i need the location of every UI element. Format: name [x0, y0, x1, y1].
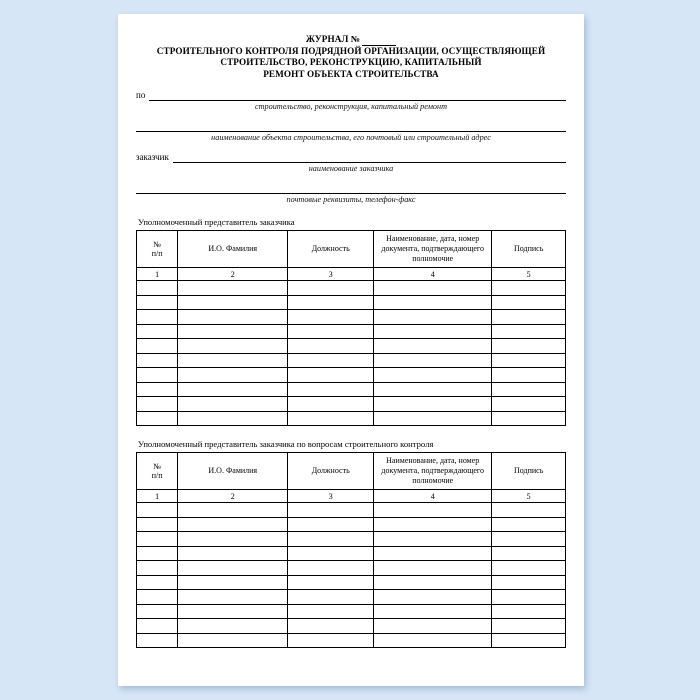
cell[interactable] — [374, 353, 492, 368]
table-2-col-position: Должность — [288, 453, 374, 490]
field-postal-details-input[interactable] — [136, 182, 566, 194]
table-1-header-row — [137, 231, 566, 268]
cell[interactable] — [374, 295, 492, 310]
title-line-1-text: ЖУРНАЛ № — [305, 34, 361, 44]
table-2-num-4: 4 — [374, 490, 492, 503]
table-1-col-number-line2: п/п — [151, 249, 163, 258]
cell[interactable] — [374, 281, 492, 296]
field-postal-details-caption: почтовые реквизиты, телефон-факс — [286, 195, 416, 204]
field-customer-label: заказчик — [136, 152, 169, 162]
table-row[interactable] — [137, 324, 566, 339]
cell[interactable] — [492, 310, 566, 325]
cell[interactable] — [492, 397, 566, 412]
table-row[interactable] — [137, 619, 566, 634]
cell[interactable] — [178, 295, 288, 310]
cell[interactable] — [492, 604, 566, 619]
table-row[interactable] — [137, 604, 566, 619]
table-2-col-number-line1: № — [153, 461, 161, 471]
cell[interactable] — [137, 411, 178, 426]
cell[interactable] — [137, 503, 178, 518]
cell[interactable] — [374, 368, 492, 383]
cell[interactable] — [288, 590, 374, 605]
cell[interactable] — [374, 324, 492, 339]
cell[interactable] — [137, 546, 178, 561]
table-row[interactable] — [137, 281, 566, 296]
table-2-num-1: 1 — [137, 490, 178, 503]
cell[interactable] — [492, 353, 566, 368]
cell[interactable] — [288, 411, 374, 426]
table-1-num-3: 3 — [288, 268, 374, 281]
table-1-col-position: Должность — [288, 231, 374, 268]
cell[interactable] — [137, 310, 178, 325]
cell[interactable] — [178, 281, 288, 296]
table-1-col-document: Наименование, дата, номер документа, подтверждающего полномочие — [374, 231, 492, 268]
cell[interactable] — [288, 633, 374, 648]
cell[interactable] — [492, 503, 566, 518]
cell[interactable] — [492, 575, 566, 590]
cell[interactable] — [374, 619, 492, 634]
table-row[interactable] — [137, 339, 566, 354]
cell[interactable] — [288, 281, 374, 296]
cell[interactable] — [374, 532, 492, 547]
table-row[interactable] — [137, 517, 566, 532]
table-2-numbering-row — [137, 490, 566, 503]
cell[interactable] — [137, 619, 178, 634]
cell[interactable] — [178, 517, 288, 532]
table-row[interactable] — [137, 368, 566, 383]
table-1-num-4: 4 — [374, 268, 492, 281]
title-line-4: РЕМОНТ ОБЪЕКТА СТРОИТЕЛЬСТВА — [263, 68, 439, 79]
cell[interactable] — [178, 368, 288, 383]
table-row[interactable] — [137, 353, 566, 368]
cell[interactable] — [492, 324, 566, 339]
cell[interactable] — [288, 561, 374, 576]
table-1-head — [137, 231, 566, 268]
table-1-col-name: И.О. Фамилия — [178, 231, 288, 268]
cell[interactable] — [178, 397, 288, 412]
field-construction-type-caption: строительство, реконструкция, капитальный ремонт — [254, 102, 447, 111]
cell[interactable] — [178, 324, 288, 339]
table-1-num-1: 1 — [137, 268, 178, 281]
table-row[interactable] — [137, 382, 566, 397]
table-1-col-signature: Подпись — [492, 231, 566, 268]
table-2-col-name: И.О. Фамилия — [178, 453, 288, 490]
cell[interactable] — [178, 604, 288, 619]
section-heading-1: Уполномоченный представитель заказчика — [138, 217, 295, 227]
table-row[interactable] — [137, 310, 566, 325]
cell[interactable] — [137, 295, 178, 310]
cell[interactable] — [288, 368, 374, 383]
table-authorized-representative-control — [136, 452, 566, 648]
table-2-col-number-line2: п/п — [151, 471, 163, 480]
section-heading-2: Уполномоченный представитель заказчика по вопросам строительного контроля — [138, 439, 434, 449]
cell[interactable] — [137, 382, 178, 397]
cell[interactable] — [178, 633, 288, 648]
field-object-name-caption: наименование объекта строительства, его почтовый или строительный адрес — [211, 133, 491, 142]
cell[interactable] — [288, 397, 374, 412]
cell[interactable] — [178, 561, 288, 576]
cell[interactable] — [374, 411, 492, 426]
cell[interactable] — [178, 382, 288, 397]
cell[interactable] — [178, 619, 288, 634]
journal-number-blank — [362, 37, 396, 46]
field-postal-details — [136, 182, 566, 204]
field-construction-type-label: по — [136, 90, 146, 100]
table-row[interactable] — [137, 532, 566, 547]
cell[interactable] — [178, 590, 288, 605]
cell[interactable] — [374, 517, 492, 532]
cell[interactable] — [137, 575, 178, 590]
cell[interactable] — [178, 546, 288, 561]
table-row[interactable] — [137, 397, 566, 412]
table-authorized-representative — [136, 230, 566, 426]
title-line-1 — [136, 34, 566, 46]
table-2-body — [137, 490, 566, 648]
table-row[interactable] — [137, 590, 566, 605]
cell[interactable] — [374, 310, 492, 325]
title-line-2: СТРОИТЕЛЬНОГО КОНТРОЛЯ ПОДРЯДНОЙ ОРГАНИЗАЦИИ, ОСУЩЕСТВЛЯЮЩЕЙ — [156, 45, 546, 56]
cell[interactable] — [137, 604, 178, 619]
cell[interactable] — [137, 517, 178, 532]
table-2-num-3: 3 — [288, 490, 374, 503]
cell[interactable] — [288, 339, 374, 354]
cell[interactable] — [137, 561, 178, 576]
cell[interactable] — [137, 590, 178, 605]
cell[interactable] — [137, 281, 178, 296]
cell[interactable] — [288, 503, 374, 518]
cell[interactable] — [178, 532, 288, 547]
cell[interactable] — [288, 353, 374, 368]
cell[interactable] — [178, 575, 288, 590]
table-row[interactable] — [137, 503, 566, 518]
cell[interactable] — [492, 339, 566, 354]
cell[interactable] — [288, 382, 374, 397]
field-object-name-input[interactable] — [136, 120, 566, 132]
table-2-header-row — [137, 453, 566, 490]
cell[interactable] — [178, 411, 288, 426]
field-construction-type — [136, 89, 566, 111]
table-2-col-number — [137, 453, 178, 490]
document-title — [136, 34, 566, 80]
table-row[interactable] — [137, 295, 566, 310]
cell[interactable] — [288, 575, 374, 590]
cell[interactable] — [137, 633, 178, 648]
table-2-col-signature: Подпись — [492, 453, 566, 490]
cell[interactable] — [374, 633, 492, 648]
cell[interactable] — [137, 532, 178, 547]
cell[interactable] — [492, 633, 566, 648]
table-row[interactable] — [137, 546, 566, 561]
cell[interactable] — [374, 590, 492, 605]
cell[interactable] — [288, 604, 374, 619]
cell[interactable] — [288, 619, 374, 634]
table-1-num-5: 5 — [492, 268, 566, 281]
cell[interactable] — [178, 310, 288, 325]
document-sheet — [136, 34, 566, 680]
table-2-num-2: 2 — [178, 490, 288, 503]
cell[interactable] — [374, 604, 492, 619]
document-page — [118, 14, 584, 686]
cell[interactable] — [288, 517, 374, 532]
field-construction-type-input[interactable] — [149, 89, 566, 101]
cell[interactable] — [137, 324, 178, 339]
cell[interactable] — [374, 503, 492, 518]
cell[interactable] — [288, 295, 374, 310]
cell[interactable] — [374, 546, 492, 561]
cell[interactable] — [178, 339, 288, 354]
cell[interactable] — [374, 575, 492, 590]
table-2-head — [137, 453, 566, 490]
cell[interactable] — [288, 310, 374, 325]
cell[interactable] — [492, 561, 566, 576]
cell[interactable] — [374, 561, 492, 576]
cell[interactable] — [288, 324, 374, 339]
cell[interactable] — [178, 353, 288, 368]
cell[interactable] — [137, 339, 178, 354]
table-2-num-5: 5 — [492, 490, 566, 503]
cell[interactable] — [492, 517, 566, 532]
field-customer — [136, 151, 566, 173]
cell[interactable] — [288, 532, 374, 547]
table-1-body — [137, 268, 566, 426]
table-1-num-2: 2 — [178, 268, 288, 281]
field-customer-caption: наименование заказчика — [308, 164, 394, 173]
cell[interactable] — [374, 339, 492, 354]
table-1-col-number-line1: № — [153, 239, 161, 249]
cell[interactable] — [492, 546, 566, 561]
title-line-3: СТРОИТЕЛЬСТВО, РЕКОНСТРУКЦИЮ, КАПИТАЛЬНЫЙ — [220, 57, 482, 67]
cell[interactable] — [374, 397, 492, 412]
table-1-col-number — [137, 231, 178, 268]
field-object-name — [136, 120, 566, 142]
table-row[interactable] — [137, 575, 566, 590]
cell[interactable] — [374, 382, 492, 397]
cell[interactable] — [288, 546, 374, 561]
cell[interactable] — [137, 368, 178, 383]
cell[interactable] — [492, 411, 566, 426]
field-customer-input[interactable] — [173, 151, 566, 163]
table-row[interactable] — [137, 411, 566, 426]
cell[interactable] — [492, 590, 566, 605]
cell[interactable] — [137, 397, 178, 412]
table-row[interactable] — [137, 633, 566, 648]
cell[interactable] — [492, 619, 566, 634]
table-2-col-document: Наименование, дата, номер документа, подтверждающего полномочие — [374, 453, 492, 490]
cell[interactable] — [492, 295, 566, 310]
cell[interactable] — [492, 368, 566, 383]
table-row[interactable] — [137, 561, 566, 576]
cell[interactable] — [492, 281, 566, 296]
cell[interactable] — [492, 382, 566, 397]
cell[interactable] — [178, 503, 288, 518]
cell[interactable] — [492, 532, 566, 547]
table-1-numbering-row — [137, 268, 566, 281]
cell[interactable] — [137, 353, 178, 368]
